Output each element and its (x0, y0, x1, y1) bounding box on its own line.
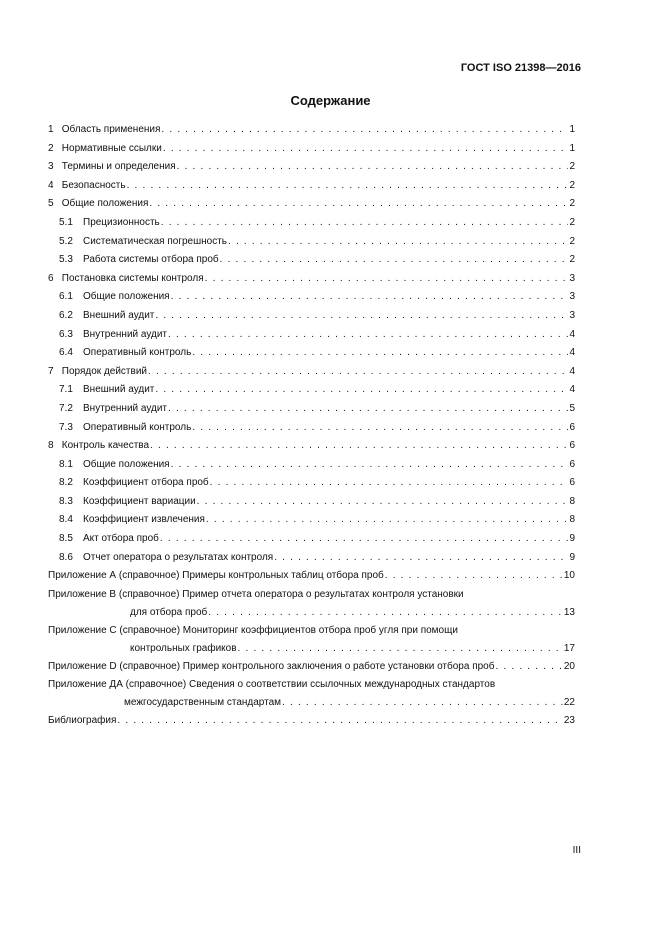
toc-page: 4 (569, 384, 575, 396)
toc-entry-6[interactable]: 6 Постановка системы контроля . . . 3 (48, 273, 575, 292)
toc-page: 2 (569, 216, 575, 228)
toc-page: 2 (569, 254, 575, 266)
toc-page: 4 (569, 347, 575, 359)
toc-page: 10 (563, 570, 575, 582)
leader-dots (495, 661, 562, 673)
toc-appendix-c[interactable]: Приложение С (справочное) Мониторинг коэффициентов отбора проб угля при помощи контрольных графиков . . . 17 (48, 625, 575, 661)
leader-dots (149, 198, 568, 210)
toc-bibliography[interactable]: Библиография . . . 23 (48, 715, 575, 734)
page-title: Содержание (290, 93, 371, 108)
leader-dots (220, 254, 569, 266)
toc-page: 2 (569, 235, 575, 247)
toc-entry-3[interactable]: 3 Термины и определения . . . 2 (48, 161, 575, 180)
toc-entry-8-2[interactable]: 8.2 Коэффициент отбора проб . . . 6 (48, 477, 575, 496)
toc-page: 20 (563, 660, 575, 672)
document-id: ГОСТ ISO 21398—2016 (460, 62, 581, 74)
leader-dots (163, 143, 569, 155)
leader-dots (155, 310, 568, 322)
toc-entry-1[interactable]: 1 Область применения . . . 1 (48, 124, 575, 143)
leader-dots (282, 697, 563, 709)
table-of-contents (48, 124, 575, 734)
toc-entry-6-2[interactable]: 6.2 Внешний аудит . . . 3 (48, 310, 575, 329)
toc-page: 8 (569, 495, 575, 507)
leader-dots (171, 291, 569, 303)
toc-entry-6-1[interactable]: 6.1 Общие положения . . . 3 (48, 291, 575, 310)
leader-dots (117, 715, 562, 727)
page-number: III (572, 845, 581, 856)
toc-page: 17 (563, 642, 575, 654)
leader-dots (150, 440, 568, 452)
leader-dots (238, 643, 563, 655)
leader-dots (160, 533, 569, 545)
leader-dots (127, 180, 569, 192)
leader-dots (161, 124, 568, 136)
toc-entry-5-2[interactable]: 5.2 Систематическая погрешность . . . 2 (48, 236, 575, 255)
toc-entry-4[interactable]: 4 Безопасность . . . 2 (48, 180, 575, 199)
toc-appendix-d[interactable]: Приложение D (справочное) Пример контрольного заключения о работе установки отбора проб . . . 20 (48, 661, 575, 680)
leader-dots (228, 236, 568, 248)
toc-page: 6 (569, 458, 575, 470)
leader-dots (155, 384, 568, 396)
toc-entry-5[interactable]: 5 Общие положения . . . 2 (48, 198, 575, 217)
leader-dots (205, 273, 569, 285)
toc-page: 1 (569, 124, 575, 135)
toc-entry-5-1[interactable]: 5.1 Прецизионность . . . 2 (48, 217, 575, 236)
toc-page: 6 (569, 421, 575, 433)
toc-appendix-b[interactable]: Приложение В (справочное) Пример отчета оператора о результатах контроля установки для отбора проб . . . 13 (48, 589, 575, 625)
toc-entry-8-3[interactable]: 8.3 Коэффициент вариации . . . 8 (48, 496, 575, 515)
leader-dots (161, 217, 569, 229)
toc-page: 3 (569, 272, 575, 284)
toc-page: 2 (569, 179, 575, 191)
toc-entry-5-3[interactable]: 5.3 Работа системы отбора проб . . . 2 (48, 254, 575, 273)
toc-entry-7-2[interactable]: 7.2 Внутренний аудит . . . 5 (48, 403, 575, 422)
toc-appendix-da[interactable]: Приложение ДА (справочное) Сведения о соответствии ссылочных международных стандартов межгосударственным стандартам . . . 22 (48, 679, 575, 715)
leader-dots (210, 477, 569, 489)
toc-entry-8[interactable]: 8 Контроль качества . . . 6 (48, 440, 575, 459)
leader-dots (274, 552, 568, 564)
leader-dots (192, 347, 568, 359)
leader-dots (206, 514, 569, 526)
toc-entry-6-3[interactable]: 6.3 Внутренний аудит . . . 4 (48, 329, 575, 348)
toc-page: 6 (569, 477, 575, 489)
leader-dots (208, 607, 563, 619)
toc-entry-8-4[interactable]: 8.4 Коэффициент извлечения . . . 8 (48, 514, 575, 533)
toc-page: 22 (563, 697, 575, 709)
toc-entry-7[interactable]: 7 Порядок действий . . . 4 (48, 366, 575, 385)
toc-entry-8-6[interactable]: 8.6 Отчет оператора о результатах контроля . . . 9 (48, 552, 575, 571)
toc-page: 9 (569, 551, 575, 563)
leader-dots (171, 459, 569, 471)
toc-entry-8-1[interactable]: 8.1 Общие положения . . . 6 (48, 459, 575, 478)
toc-page: 6 (569, 440, 575, 452)
toc-page: 23 (563, 715, 575, 727)
toc-entry-7-1[interactable]: 7.1 Внешний аудит . . . 4 (48, 384, 575, 403)
toc-page: 13 (563, 606, 575, 618)
leader-dots (168, 329, 568, 341)
toc-entry-2[interactable]: 2 Нормативные ссылки . . . 1 (48, 143, 575, 162)
leader-dots (192, 422, 568, 434)
toc-page: 1 (569, 142, 575, 154)
leader-dots (148, 366, 568, 378)
toc-page: 3 (569, 309, 575, 321)
leader-dots (385, 570, 563, 582)
toc-page: 3 (569, 291, 575, 303)
leader-dots (177, 161, 569, 173)
toc-page: 8 (569, 514, 575, 526)
toc-page: 4 (569, 328, 575, 340)
leader-dots (197, 496, 569, 508)
toc-page: 4 (569, 365, 575, 377)
toc-page: 5 (569, 402, 575, 414)
toc-entry-8-5[interactable]: 8.5 Акт отбора проб . . . 9 (48, 533, 575, 552)
leader-dots (168, 403, 568, 415)
toc-entry-7-3[interactable]: 7.3 Оперативный контроль . . . 6 (48, 422, 575, 441)
toc-page: 2 (569, 161, 575, 173)
toc-entry-6-4[interactable]: 6.4 Оперативный контроль . . . 4 (48, 347, 575, 366)
toc-page: 2 (569, 198, 575, 210)
toc-appendix-a[interactable]: Приложение А (справочное) Примеры контрольных таблиц отбора проб . . . 10 (48, 570, 575, 589)
toc-page: 9 (569, 533, 575, 545)
